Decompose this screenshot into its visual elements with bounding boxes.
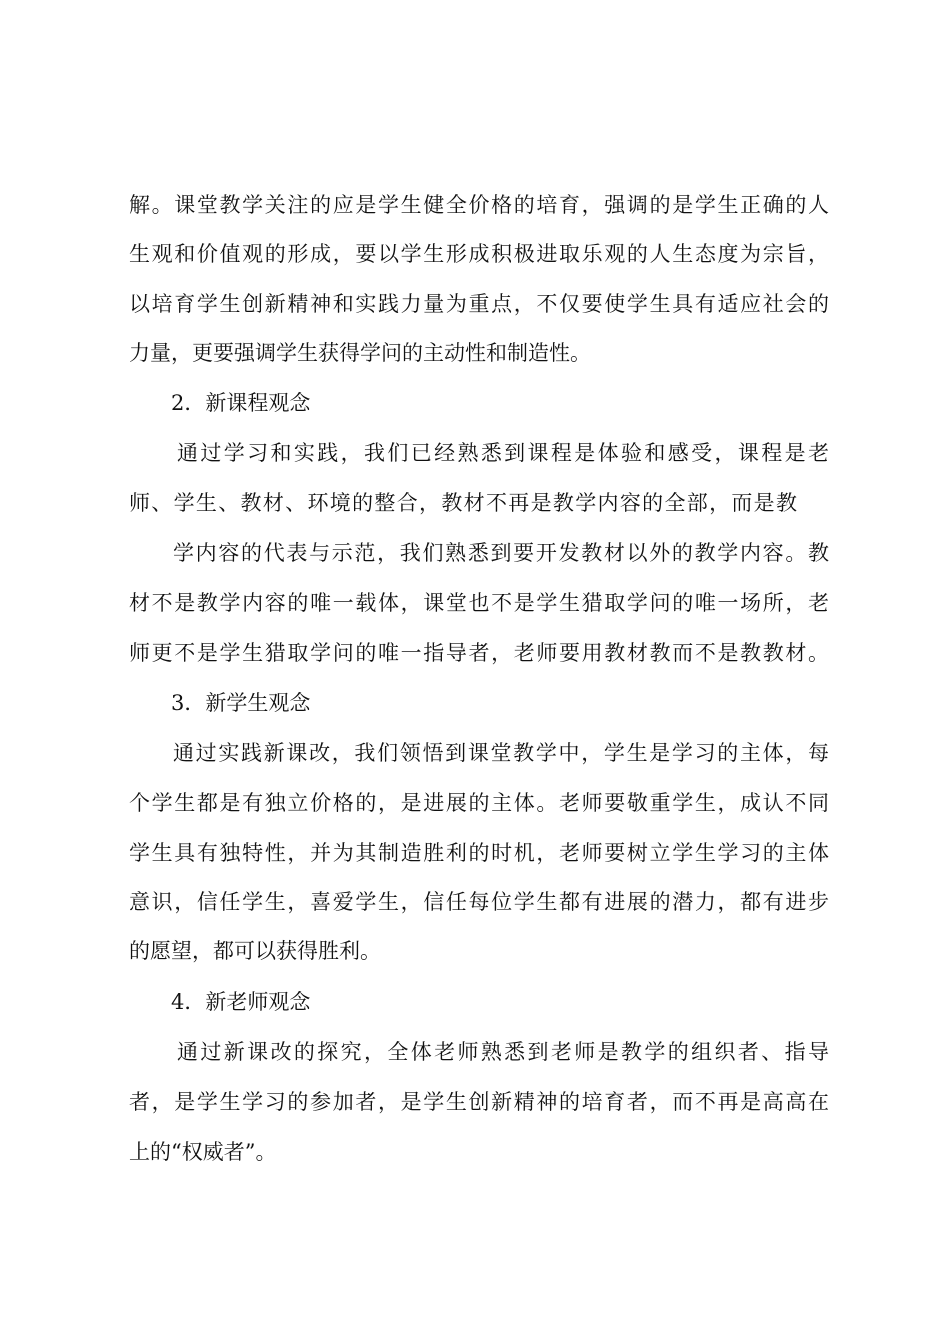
section-heading-new-teacher: 4．新老师观念 bbox=[171, 990, 311, 1014]
body-text-line: 通过实践新课改，我们领悟到课堂教学中，学生是学习的主体，每 bbox=[173, 741, 829, 765]
body-text-line: 者，是学生学习的参加者，是学生创新精神的培育者，而不再是高高在 bbox=[129, 1090, 829, 1114]
body-text-line: 解。课堂教学关注的应是学生健全价格的培育，强调的是学生正确的人 bbox=[129, 193, 829, 217]
body-text-line: 的愿望，都可以获得胜利。 bbox=[129, 939, 381, 963]
body-text-line: 通过新课改的探究，全体老师熟悉到老师是教学的组织者、指导 bbox=[177, 1040, 829, 1064]
body-text-line: 以培育学生创新精神和实践力量为重点，不仅要使学生具有适应社会的 bbox=[129, 292, 829, 316]
section-heading-new-student: 3．新学生观念 bbox=[171, 691, 311, 715]
body-text-line: 个学生都是有独立价格的，是进展的主体。老师要敬重学生，成认不同 bbox=[129, 791, 829, 815]
body-text-line: 师、学生、教材、环境的整合，教材不再是教学内容的全部，而是教 bbox=[129, 491, 797, 515]
body-text-line: 力量，更要强调学生获得学问的主动性和制造性。 bbox=[129, 341, 591, 365]
body-text-line: 上的“权威者”。 bbox=[129, 1140, 277, 1164]
body-text-line: 通过学习和实践，我们已经熟悉到课程是体验和感受，课程是老 bbox=[177, 441, 829, 465]
section-heading-new-curriculum: 2．新课程观念 bbox=[171, 391, 311, 415]
body-text-line: 意识，信任学生，喜爱学生，信任每位学生都有进展的潜力，都有进步 bbox=[129, 890, 829, 914]
body-text-line: 材不是教学内容的唯一载体，课堂也不是学生猎取学问的唯一场所，老 bbox=[129, 591, 829, 615]
body-text-line: 生观和价值观的形成，要以学生形成积极进取乐观的人生态度为宗旨， bbox=[129, 242, 829, 266]
body-text-line: 师更不是学生猎取学问的唯一指导者，老师要用教材教而不是教教材。 bbox=[129, 641, 829, 665]
body-text-line: 学内容的代表与示范，我们熟悉到要开发教材以外的教学内容。教 bbox=[173, 541, 829, 565]
body-text-line: 学生具有独特性，并为其制造胜利的时机，老师要树立学生学习的主体 bbox=[129, 841, 829, 865]
